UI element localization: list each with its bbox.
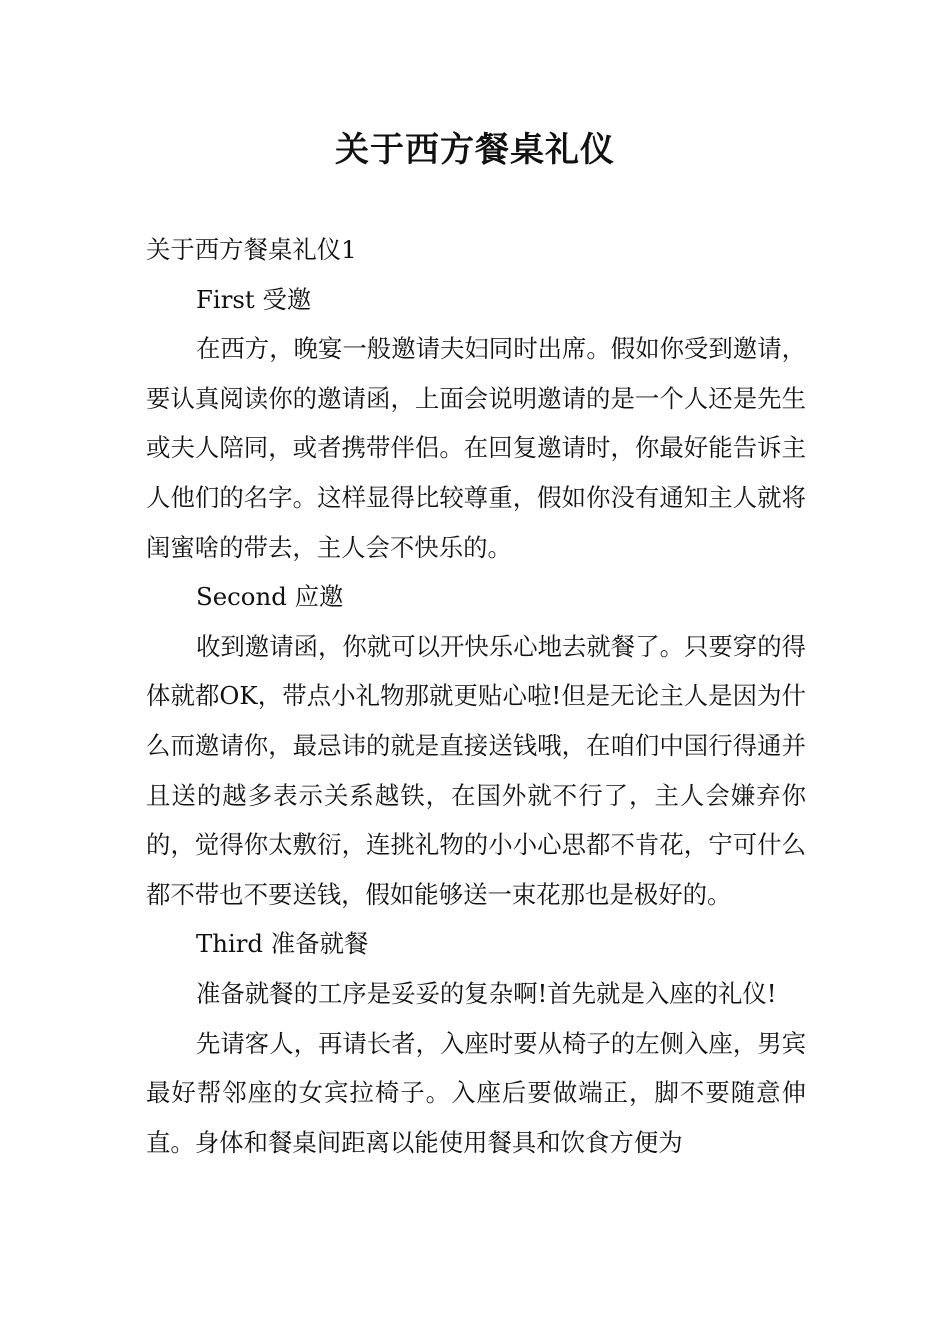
- document-body: [146, 225, 806, 1167]
- paragraph: 先请客人，再请长者，入座时要从椅子的左侧入座，男宾最好帮邻座的女宾拉椅子。入座后要做端正，脚不要随意伸直。身体和餐桌间距离以能使用餐具和饮食方便为: [146, 1028, 806, 1157]
- subheading-second: Second 应邀: [196, 582, 344, 612]
- section-title: 关于西方餐桌礼仪1: [146, 235, 357, 264]
- paragraph: 准备就餐的工序是妥妥的复杂啊!首先就是入座的礼仪!: [196, 978, 777, 1008]
- paragraph: 在西方，晚宴一般邀请夫妇同时出席。假如你受到邀请，要认真阅读你的邀请函，上面会说明邀请的是一个人还是先生或夫人陪同，或者携带伴侣。在回复邀请时，你最好能告诉主人他们的名字。这样显得比较尊重，假如你没有通知主人就将闺蜜啥的带去，主人会不快乐的。: [146, 334, 806, 562]
- subheading-third: Third 准备就餐: [196, 929, 369, 959]
- document-title: 关于西方餐桌礼仪: [335, 130, 615, 170]
- subheading-first: First 受邀: [196, 284, 312, 314]
- paragraph: 收到邀请函，你就可以开快乐心地去就餐了。只要穿的得体就都OK，带点小礼物那就更贴心啦!但是无论主人是因为什么而邀请你，最忌讳的就是直接送钱哦，在咱们中国行得通并且送的越多表示关系越铁，在国外就不行了，主人会嫌弃你的，觉得你太敷衍，连挑礼物的小小心思都不肯花，宁可什么都不带也不要送钱，假如能够送一束花那也是极好的。: [146, 631, 806, 909]
